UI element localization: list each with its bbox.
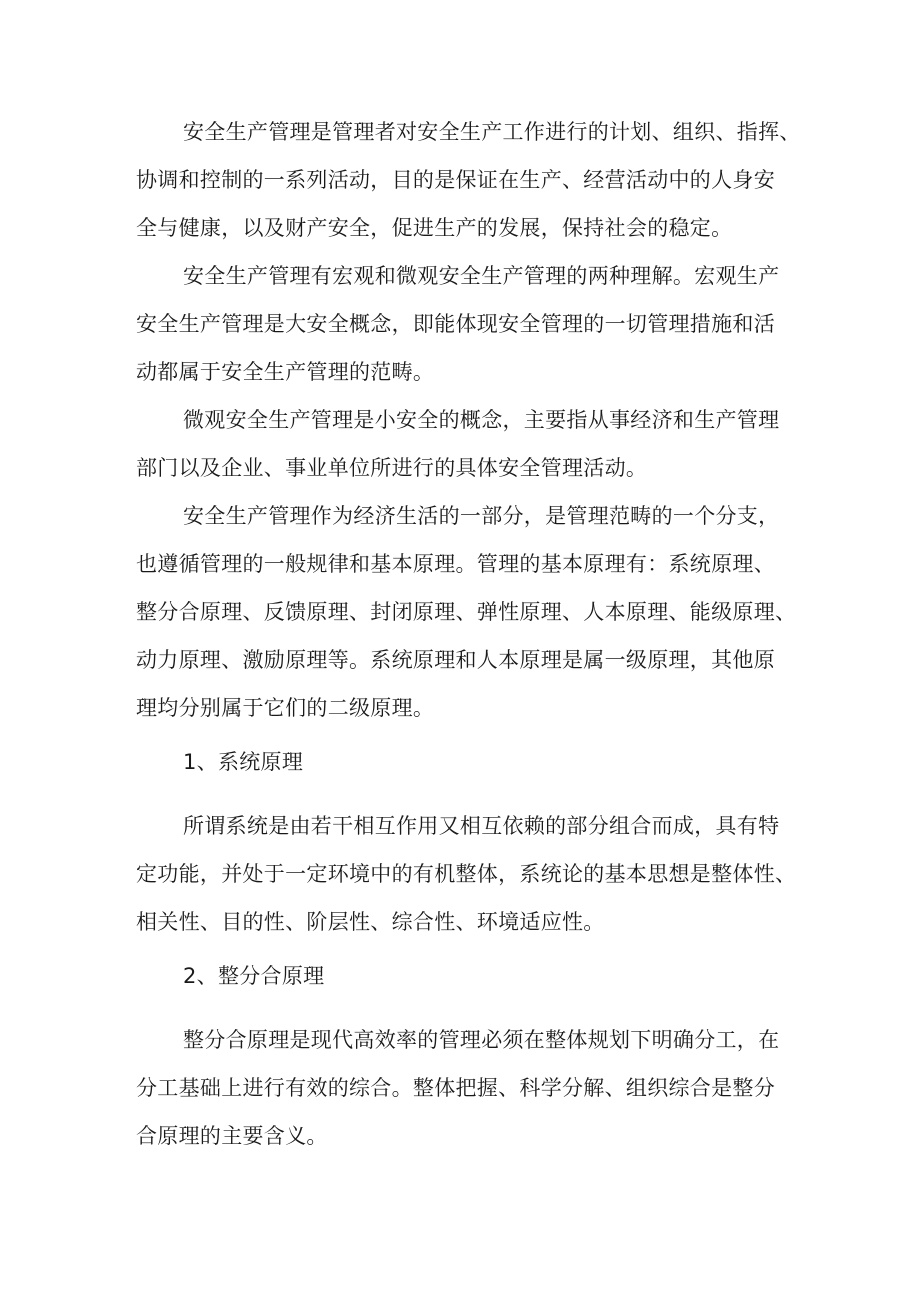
paragraph-6-line-2: 分工基础上进行有效的综合。整体把握、科学分解、组织综合是整分 — [136, 1076, 775, 1100]
paragraph-4-line-4: 动力原理、激励原理等。系统原理和人本原理是属一级原理，其他原 — [136, 648, 775, 672]
paragraph-4-line-3: 整分合原理、反馈原理、封闭原理、弹性原理、人本原理、能级原理、 — [136, 600, 797, 624]
paragraph-2-line-2: 安全生产管理是大安全概念，即能体现安全管理的一切管理措施和活 — [136, 312, 775, 336]
paragraph-1-line-3: 全与健康，以及财产安全，促进生产的发展，保持社会的稳定。 — [136, 216, 733, 240]
paragraph-4-line-5: 理均分别属于它们的二级原理。 — [136, 696, 435, 720]
paragraph-6-line-1: 整分合原理是现代高效率的管理必须在整体规划下明确分工，在 — [183, 1028, 780, 1052]
paragraph-1-line-1: 安全生产管理是管理者对安全生产工作进行的计划、组织、指挥、 — [183, 120, 801, 144]
section-heading-integration-principle: 2、整分合原理 — [183, 964, 325, 988]
paragraph-3-line-2: 部门以及企业、事业单位所进行的具体安全管理活动。 — [136, 456, 648, 480]
paragraph-4-line-2: 也遵循管理的一般规律和基本原理。管理的基本原理有：系统原理、 — [136, 552, 775, 576]
section-heading-system-principle: 1、系统原理 — [183, 750, 304, 774]
paragraph-1-line-2: 协调和控制的一系列活动，目的是保证在生产、经营活动中的人身安 — [136, 168, 775, 192]
paragraph-5-line-2: 定功能，并处于一定环境中的有机整体，系统论的基本思想是整体性、 — [136, 862, 797, 886]
paragraph-2-line-3: 动都属于安全生产管理的范畴。 — [136, 360, 435, 384]
paragraph-3-line-1: 微观安全生产管理是小安全的概念，主要指从事经济和生产管理 — [183, 408, 780, 432]
paragraph-2-line-1: 安全生产管理有宏观和微观安全生产管理的两种理解。宏观生产 — [183, 264, 780, 288]
paragraph-5-line-3: 相关性、目的性、阶层性、综合性、环境适应性。 — [136, 910, 605, 934]
paragraph-5-line-1: 所谓系统是由若干相互作用又相互依赖的部分组合而成，具有特 — [183, 814, 780, 838]
paragraph-6-line-3: 合原理的主要含义。 — [136, 1124, 328, 1148]
paragraph-4-line-1: 安全生产管理作为经济生活的一部分，是管理范畴的一个分支， — [183, 504, 780, 528]
